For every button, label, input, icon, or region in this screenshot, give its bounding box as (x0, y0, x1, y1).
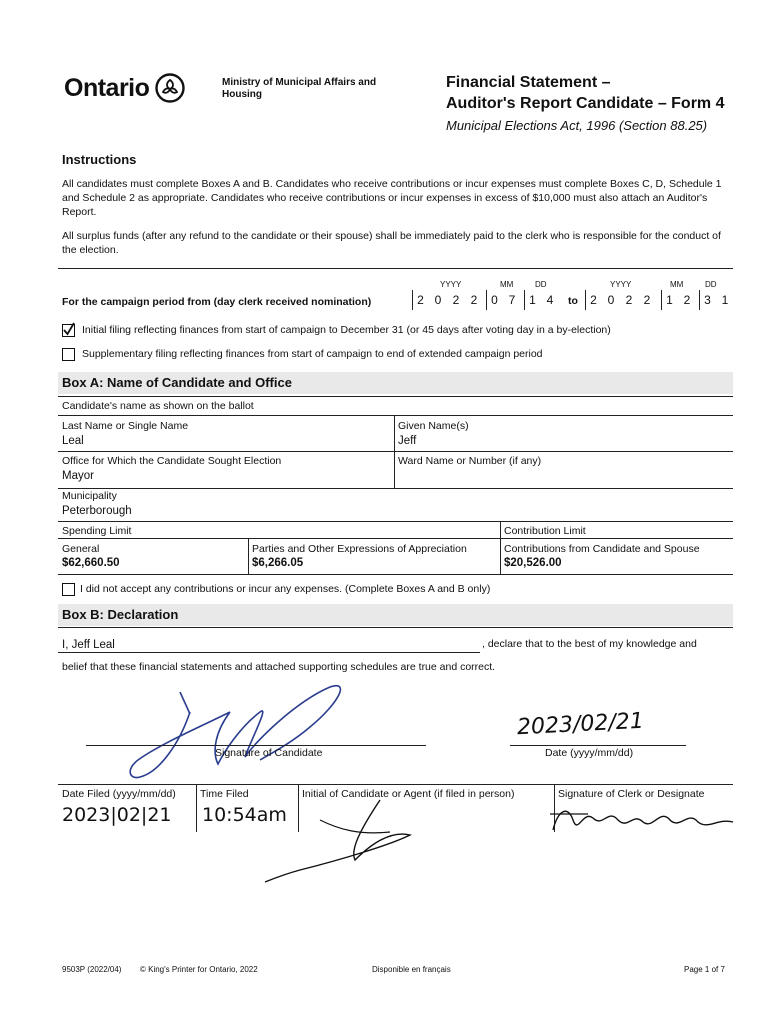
to-date-field[interactable] (585, 290, 735, 312)
general-label: General (62, 543, 100, 555)
divider (196, 784, 197, 832)
general-value[interactable]: $62,660.50 (62, 557, 120, 569)
divider (58, 521, 733, 522)
candidate-signature[interactable] (120, 672, 380, 792)
from-digit: 0 (434, 293, 442, 307)
last-name-label: Last Name or Single Name (62, 420, 189, 432)
divider (500, 521, 501, 574)
time-filed-value[interactable]: 10:54am (202, 804, 287, 826)
ward-value[interactable] (398, 469, 728, 483)
no-contributions-label: I did not accept any contributions or incur any expenses. (Complete Boxes A and B only) (80, 583, 491, 595)
given-name-value[interactable]: Jeff (398, 435, 417, 447)
to-digit: 2 (643, 293, 651, 307)
ontario-logo (64, 72, 185, 104)
agent-initials[interactable] (260, 790, 440, 890)
from-digit: 2 (470, 293, 478, 307)
last-name-value[interactable]: Leal (62, 435, 84, 447)
divider (58, 488, 733, 489)
declarant-name[interactable]: I, Jeff Leal (62, 639, 115, 651)
box-a-heading: Box A: Name of Candidate and Office (58, 372, 733, 394)
declaration-date-handwritten[interactable]: 2023/02/21 (516, 708, 645, 741)
supplementary-filing-label: Supplementary filing reflecting finances from start of campaign to end of extended campaign period (82, 348, 543, 360)
declare-text: , declare that to the best of my knowledge and (482, 638, 697, 650)
to-digit: 2 (585, 290, 601, 310)
page-number: Page 1 of 7 (684, 965, 725, 974)
form-code: 9503P (2022/04) (62, 965, 122, 974)
belief-text: belief that these financial statements and attached supporting schedules are true and correct. (62, 661, 496, 673)
from-digit: 2 (452, 293, 460, 307)
french-availability: Disponible en français (372, 965, 451, 974)
initial-filing-checkbox[interactable] (62, 324, 75, 337)
divider (394, 415, 395, 489)
date-filed-value[interactable]: 2023|02|21 (62, 804, 172, 826)
ministry-name: Ministry of Municipal Affairs and Housing (222, 77, 377, 100)
divider (58, 574, 733, 575)
divider (58, 784, 733, 785)
municipality-value[interactable]: Peterborough (62, 505, 132, 517)
signature-caption: Signature of Candidate (215, 747, 323, 759)
to-digit: 0 (607, 293, 615, 307)
initial-filing-label: Initial filing reflecting finances from start of campaign to December 31 (or 45 days after voting day in a by-election) (82, 324, 611, 336)
initial-agent-label: Initial of Candidate or Agent (if filed in person) (302, 788, 515, 800)
divider (58, 451, 733, 452)
instructions-heading: Instructions (62, 152, 137, 167)
to-mm-header: MM (670, 280, 684, 289)
divider (58, 396, 733, 397)
from-mm-header: MM (500, 280, 514, 289)
time-filed-label: Time Filed (200, 788, 249, 800)
parties-label: Parties and Other Expressions of Appreciation (252, 543, 467, 555)
from-digit: 1 (524, 290, 540, 310)
to-digit: 2 (683, 293, 691, 307)
contribution-limit-label: Contribution Limit (504, 525, 586, 537)
parties-value[interactable]: $6,266.05 (252, 557, 304, 569)
trillium-icon (155, 73, 185, 103)
from-digit: 7 (508, 293, 516, 307)
to-label: to (568, 295, 578, 307)
given-name-label: Given Name(s) (398, 420, 469, 432)
date-filed-label: Date Filed (yyyy/mm/dd) (62, 788, 176, 800)
office-value[interactable]: Mayor (62, 470, 94, 482)
divider (58, 415, 733, 416)
to-digit: 3 (699, 290, 715, 310)
from-digit: 0 (486, 290, 502, 310)
clerk-signature[interactable] (548, 800, 738, 840)
to-digit: 1 (721, 293, 729, 307)
instructions-paragraph-1: All candidates must complete Boxes A and B. Candidates who receive contributions or incur expenses must complete Boxes C, D, Schedule 1 and Schedule 2 as appropriate. Candidates who receive contributions or incur expenses in excess of $10,000 must also attach an Auditor's Report. (62, 178, 722, 218)
spending-limit-label: Spending Limit (62, 525, 132, 537)
no-contributions-checkbox[interactable] (62, 583, 75, 596)
to-dd-header: DD (705, 280, 717, 289)
from-digit: 4 (546, 293, 554, 307)
to-digit: 2 (625, 293, 633, 307)
signature-line (86, 745, 426, 746)
to-yyyy-header: YYYY (610, 280, 632, 289)
supplementary-filing-checkbox[interactable] (62, 348, 75, 361)
act-reference: Municipal Elections Act, 1996 (Section 88.25) (446, 118, 708, 133)
from-digit: 2 (412, 290, 428, 310)
form-title-line2: Auditor's Report Candidate – Form 4 (446, 95, 725, 112)
declarant-underline (58, 652, 480, 653)
date-caption: Date (yyyy/mm/dd) (545, 747, 634, 759)
divider (58, 627, 733, 628)
divider (248, 538, 249, 574)
instructions-paragraph-2: All surplus funds (after any refund to the candidate or their spouse) shall be immediately paid to the clerk who is responsible for the conduct of the election. (62, 230, 721, 256)
ward-label: Ward Name or Number (if any) (398, 455, 542, 467)
from-date-field[interactable] (412, 290, 560, 312)
checkmark-icon (62, 322, 76, 336)
copyright: © King's Printer for Ontario, 2022 (140, 965, 258, 974)
date-line (510, 745, 686, 746)
from-dd-header: DD (535, 280, 547, 289)
campaign-period-label: For the campaign period from (day clerk received nomination) (62, 296, 372, 308)
divider (58, 538, 733, 539)
ontario-wordmark: Ontario (64, 73, 150, 102)
municipality-label: Municipality (62, 490, 117, 502)
office-label: Office for Which the Candidate Sought Election (62, 455, 282, 467)
form-title-line1: Financial Statement – (446, 74, 611, 91)
contributions-label: Contributions from Candidate and Spouse (504, 543, 700, 555)
divider (58, 268, 733, 269)
clerk-signature-label: Signature of Clerk or Designate (558, 788, 705, 800)
from-yyyy-header: YYYY (440, 280, 462, 289)
to-digit: 1 (661, 290, 677, 310)
box-b-heading: Box B: Declaration (58, 604, 733, 626)
contributions-value[interactable]: $20,526.00 (504, 557, 562, 569)
candidate-name-caption: Candidate's name as shown on the ballot (62, 400, 254, 412)
